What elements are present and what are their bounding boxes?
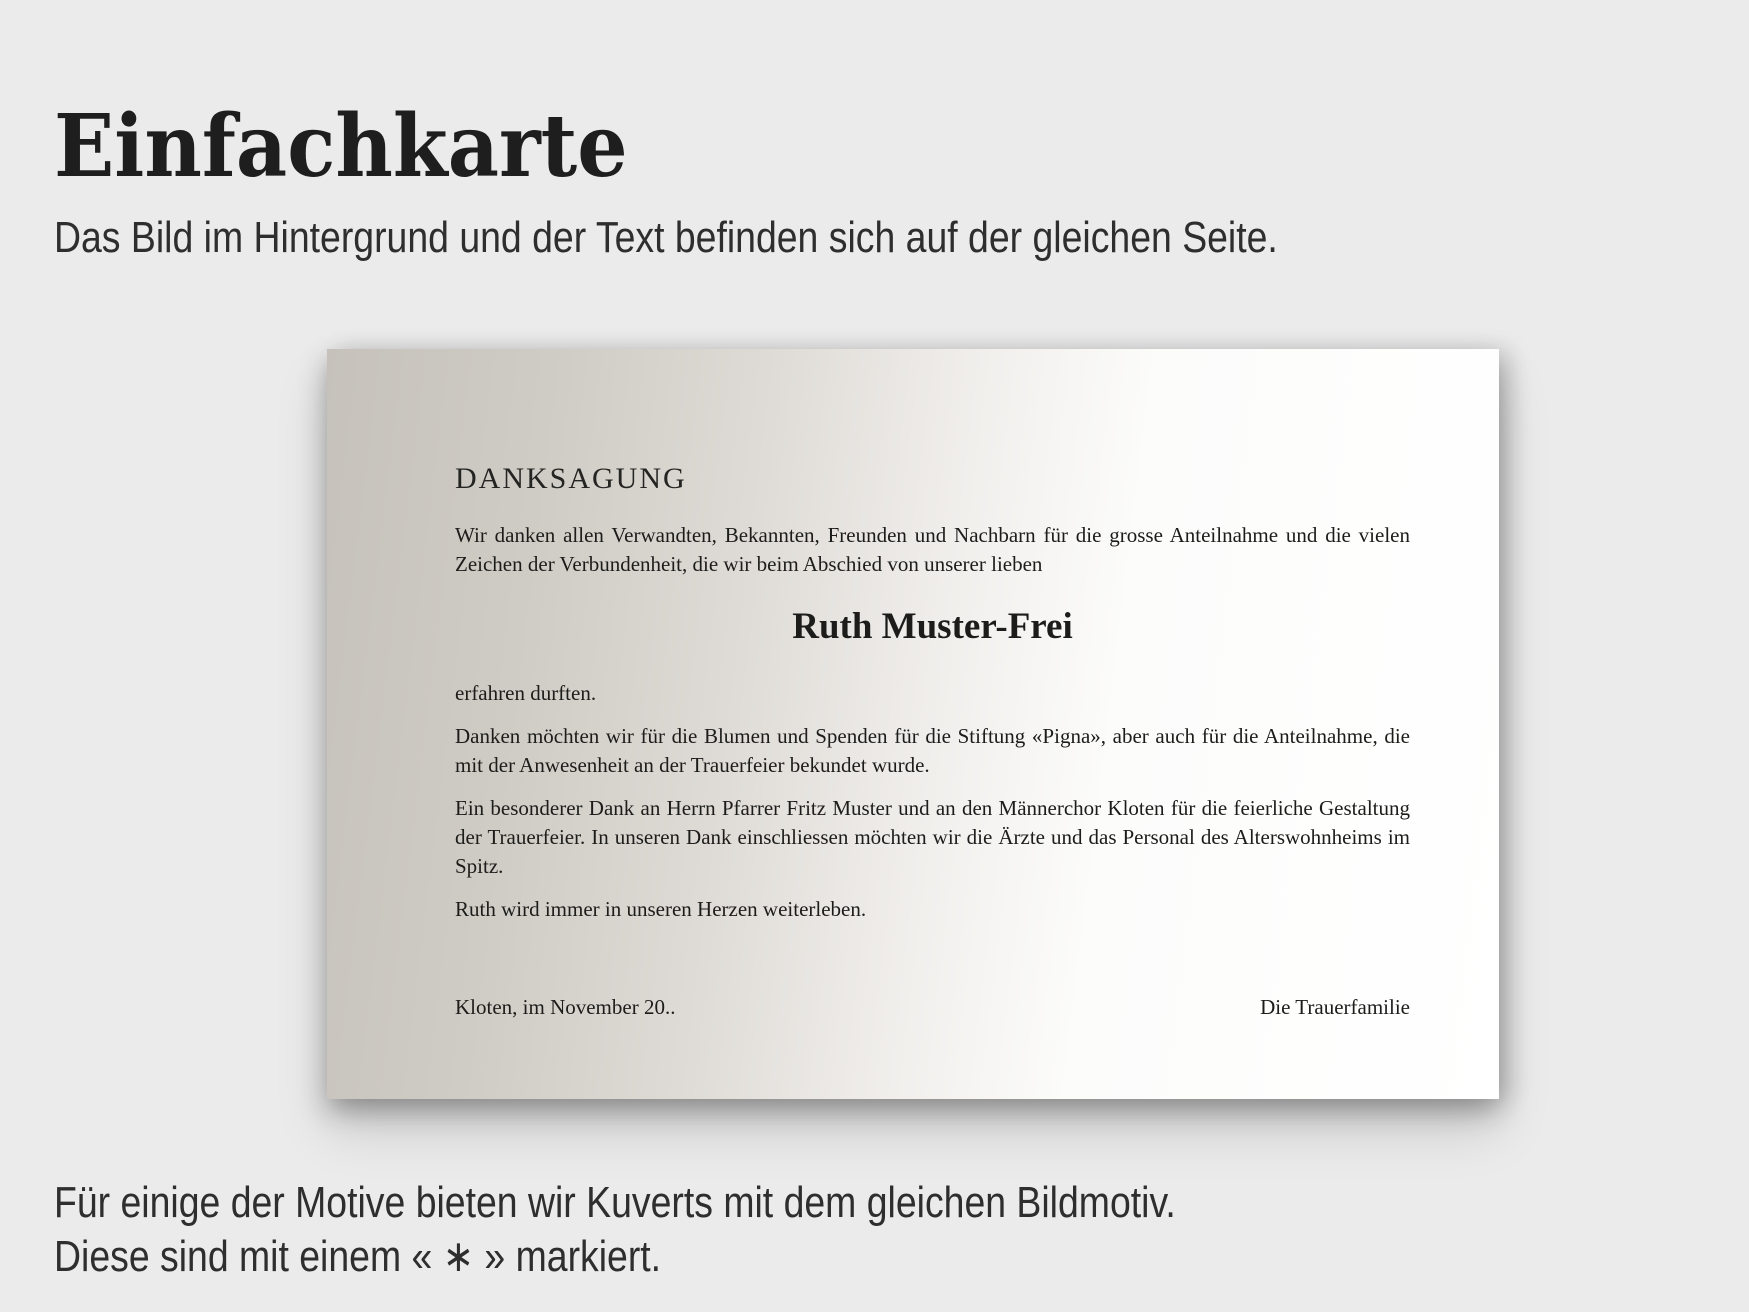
card-content bbox=[455, 349, 1410, 1099]
card-heading: DANKSAGUNG bbox=[455, 462, 687, 495]
card-paragraph: Danken möchten wir für die Blumen und Spenden für die Stiftung «Pigna», aber auch für die Anteilnahme, die mit der Anwesenheit an der Trauerfeier bekundet wurde. bbox=[455, 724, 1410, 777]
page-subtitle: Das Bild im Hintergrund und der Text befinden sich auf der gleichen Seite. bbox=[54, 213, 1278, 262]
card-footer-row bbox=[455, 993, 1410, 1022]
card-intro: Wir danken allen Verwandten, Bekannten, Freunden und Nachbarn für die grosse Anteilnahme und die vielen Zeichen der Verbundenheit, die wir beim Abschied von unserer lieben bbox=[455, 523, 1410, 576]
page-title: Einfachkarte bbox=[54, 95, 628, 197]
card-paragraph: erfahren durften. bbox=[455, 681, 597, 705]
card-place-date: Kloten, im November 20.. bbox=[455, 995, 676, 1019]
footer-note-line2: Diese sind mit einem « ∗ » markiert. bbox=[54, 1232, 662, 1281]
memorial-card bbox=[327, 349, 1499, 1099]
footer-note-line1: Für einige der Motive bieten wir Kuverts mit dem gleichen Bildmotiv. bbox=[54, 1178, 1176, 1227]
card-signature: Die Trauerfamilie bbox=[1260, 995, 1410, 1019]
card-paragraph: Ruth wird immer in unseren Herzen weiterleben. bbox=[455, 897, 867, 921]
card-paragraph: Ein besonderer Dank an Herrn Pfarrer Fritz Muster und an den Männerchor Kloten für die feierliche Gestaltung der Trauerfeier. In unseren Dank einschliessen möchten wir die Ärzte und das Personal des Alterswohnheims im Spitz. bbox=[455, 796, 1410, 878]
footer-note bbox=[54, 1176, 1176, 1284]
deceased-name: Ruth Muster-Frei bbox=[792, 606, 1073, 647]
